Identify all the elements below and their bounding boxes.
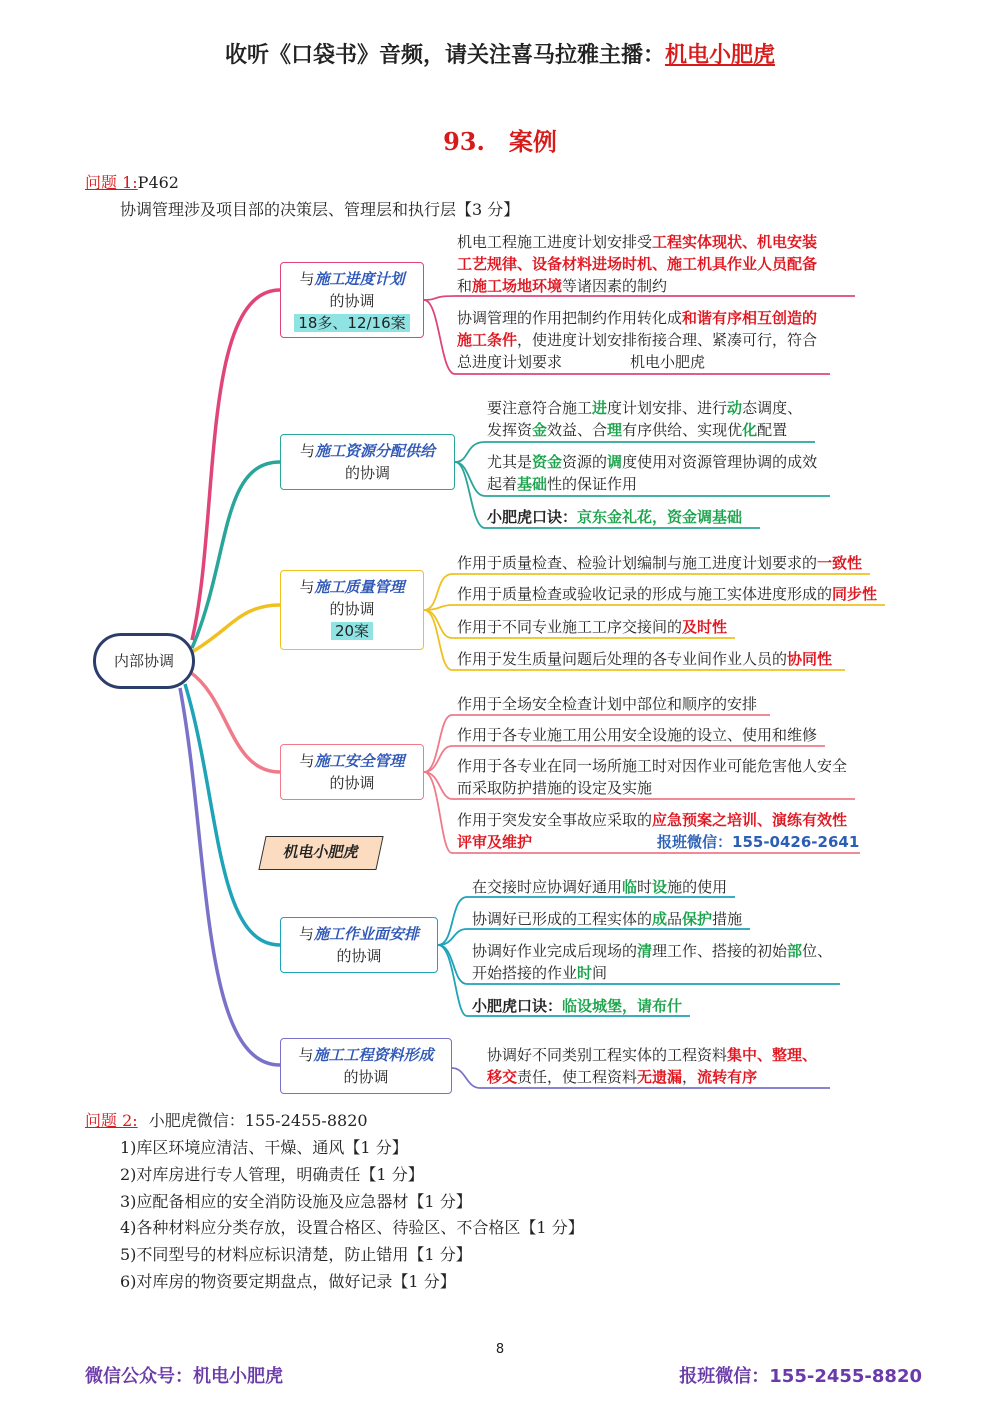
exam-tag: 20案 <box>331 622 373 640</box>
brand-stamp: 机电小肥虎 <box>258 836 383 870</box>
branch-6-curve <box>180 688 280 1065</box>
question-1-label: 问题 1: <box>85 173 138 192</box>
answer-item: 3)应配备相应的安全消防设施及应急器材【1 分】 <box>120 1192 472 1211</box>
leaf-safety-1: 作用于全场安全检查计划中部位和顺序的安排 <box>457 695 758 713</box>
leaf-quality-4: 作用于发生质量问题后处理的各专业间作业人员的协同性 <box>457 650 833 668</box>
leaf-workarea-3: 协调好作业完成后现场的清理工作、搭接的初始部位、 开始搭接的作业时间 <box>472 942 833 982</box>
leaf-quality-3: 作用于不同专业施工工序交接间的及时性 <box>457 618 728 636</box>
node-quality-management-title: 施工质量管理 <box>314 578 405 596</box>
header-prefix: 收听《口袋书》音频，请关注喜马拉雅主播： <box>224 42 665 68</box>
footer-right: 报班微信：155-2455-8820 <box>679 1366 922 1387</box>
center-node <box>93 633 195 689</box>
answer-item: 1)库区环境应清洁、干燥、通风【1 分】 <box>120 1138 408 1157</box>
node-resource-supply: 与施工资源分配供给 的协调 <box>280 434 455 490</box>
node-quality-management: 与施工质量管理 的协调 20案 <box>280 570 424 650</box>
node-work-area: 与施工作业面安排 的协调 <box>280 917 438 973</box>
leaf-workarea-mnemonic: 小肥虎口诀：临设城堡，请布什 <box>472 997 683 1015</box>
question-2-label: 问题 2: <box>85 1111 138 1130</box>
node-safety-management: 与施工安全管理 的协调 <box>280 744 424 800</box>
node-engineering-documents: 与施工工程资料形成 的协调 <box>280 1038 452 1094</box>
page-number: 8 <box>495 1342 505 1357</box>
answer-item: 2)对库房进行专人管理，明确责任【1 分】 <box>120 1165 424 1184</box>
node-safety-management-title: 施工安全管理 <box>314 752 405 770</box>
node-work-area-title: 施工作业面安排 <box>314 925 420 943</box>
footer-left: 微信公众号：机电小肥虎 <box>85 1366 283 1387</box>
leaf-quality-1: 作用于质量检查、检验计划编制与施工进度计划要求的一致性 <box>457 554 863 572</box>
exam-tag: 18多、12/16案 <box>294 314 409 332</box>
leaf-safety-3: 作用于各专业在同一场所施工时对因作业可能危害他人安全 而采取防护措施的设定及实施 <box>457 757 848 797</box>
question-1-answer: 协调管理涉及项目部的决策层、管理层和执行层【3 分】 <box>120 200 520 219</box>
leaf-workarea-2: 协调好已形成的工程实体的成品保护措施 <box>472 910 743 928</box>
answer-item: 4)各种材料应分类存放，设置合格区、待验区、不合格区【1 分】 <box>120 1218 584 1237</box>
leaf-progress-1: 机电工程施工进度计划安排受工程实体现状、机电安装 工艺规律、设备材料进场时机、施工机具作业人员配备 和施工场地环境等诸因素的制约 <box>457 233 818 295</box>
leaf-documents-1: 协调好不同类别工程实体的工程资料集中、整理、 移交责任，使工程资料无遗漏，流转有序 <box>487 1046 818 1086</box>
branch-5-curve <box>185 684 280 945</box>
leaf-workarea-1: 在交接时应协调好通用临时设施的使用 <box>472 878 728 896</box>
leaf-progress-2: 协调管理的作用把制约作用转化成和谐有序相互创造的 施工条件，使进度计划安排衔接合理、紧凑可行，符合 总进度计划要求 机电小肥虎 <box>457 309 818 371</box>
node-engineering-documents-title: 施工工程资料形成 <box>313 1046 434 1064</box>
question-2-note: 小肥虎微信：155-2455-8820 <box>148 1111 368 1130</box>
leaf-resource-2: 尤其是资金资源的调度使用对资源管理协调的成效 起着基础性的保证作用 <box>487 453 818 493</box>
node-progress-plan: 与施工进度计划 的协调 18多、12/16案 <box>280 262 424 338</box>
leaf-safety-4: 作用于突发安全事故应采取的应急预案之培训、演练有效性 评审及维护 报班微信：155-0426-2641 <box>457 811 860 851</box>
leaf-quality-2: 作用于质量检查或验收记录的形成与施工实体进度形成的同步性 <box>457 585 878 603</box>
node-resource-supply-title: 施工资源分配供给 <box>315 442 436 460</box>
answer-item: 5)不同型号的材料应标识清楚，防止错用【1 分】 <box>120 1245 472 1264</box>
question-2 <box>85 1108 368 1131</box>
header-anchor-link[interactable]: 机电小肥虎 <box>665 42 776 68</box>
contact-wechat: 报班微信：155-0426-2641 <box>657 833 860 851</box>
node-progress-plan-title: 施工进度计划 <box>314 270 405 288</box>
leaf-safety-2: 作用于各专业施工用公用安全设施的设立、使用和维修 <box>457 726 818 744</box>
leaf-resource-1: 要注意符合施工进度计划安排、进行动态调度、 发挥资金效益、合理有序供给、实现优化配置 <box>487 399 803 439</box>
answer-item: 6)对库房的物资要定期盘点，做好记录【1 分】 <box>120 1272 456 1291</box>
page-title: 93. 案例 <box>443 127 557 156</box>
center-node-label: 内部协调 <box>113 652 174 670</box>
leaf-resource-mnemonic: 小肥虎口诀：京东金礼花，资金调基础 <box>487 508 743 526</box>
question-1-page: P462 <box>137 173 179 192</box>
